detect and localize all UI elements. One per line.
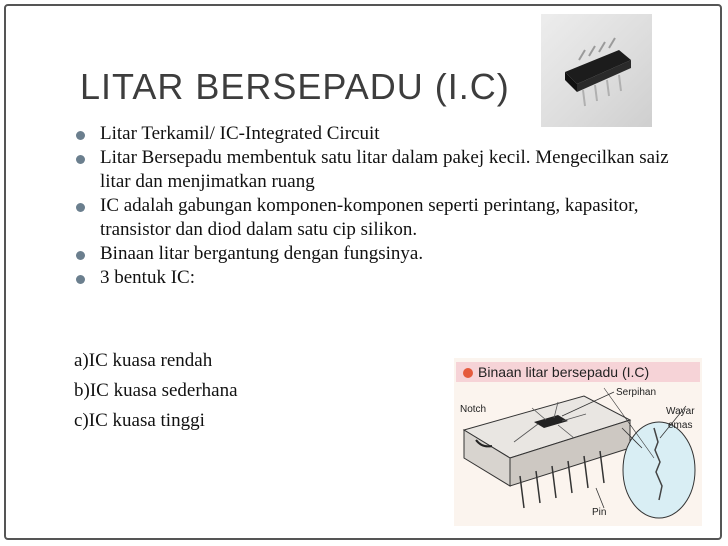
ic-type-item: b)IC kuasa sederhana [74,380,238,401]
diagram-bullet-icon [463,368,473,378]
bullet-dot [76,131,85,140]
bullet-text: IC adalah gabungan komponen-komponen seperti perintang, kapasitor, transistor dan diod dalam satu cip silikon. [100,195,639,240]
bullet-item [72,194,682,242]
label-pin: Pin [592,507,607,518]
bullet-text: Litar Terkamil/ IC-Integrated Circuit [100,123,380,144]
bullet-item [72,242,682,266]
bullet-text: 3 bentuk IC: [100,267,195,288]
ic-types-list [74,346,238,436]
bullet-dot [76,275,85,284]
bullet-dot [76,203,85,212]
bullet-item [72,266,682,290]
ic-chip-photo [541,14,652,127]
label-wayar: Wayar [666,406,695,417]
ic-construction-diagram [454,358,702,526]
bullet-dot [76,155,85,164]
bullet-list [72,122,682,290]
label-notch: Notch [460,404,487,415]
slide-title: LITAR BERSEPADU (I.C) [80,66,510,107]
ic-type-item: c)IC kuasa tinggi [74,410,205,431]
diagram-title: Binaan litar bersepadu (I.C) [478,364,650,380]
bullet-text: Binaan litar bergantung dengan fungsinya. [100,243,424,264]
bullet-dot [76,251,85,260]
label-emas: emas [668,420,693,431]
ic-type-item: a)IC kuasa rendah [74,350,213,371]
bullet-item [72,122,682,146]
bullet-text: Litar Bersepadu membentuk satu litar dalam pakej kecil. Mengecilkan saiz litar dan menjimatkan ruang [100,147,669,192]
bullet-item [72,146,682,194]
label-serpihan: Serpihan [616,387,657,398]
